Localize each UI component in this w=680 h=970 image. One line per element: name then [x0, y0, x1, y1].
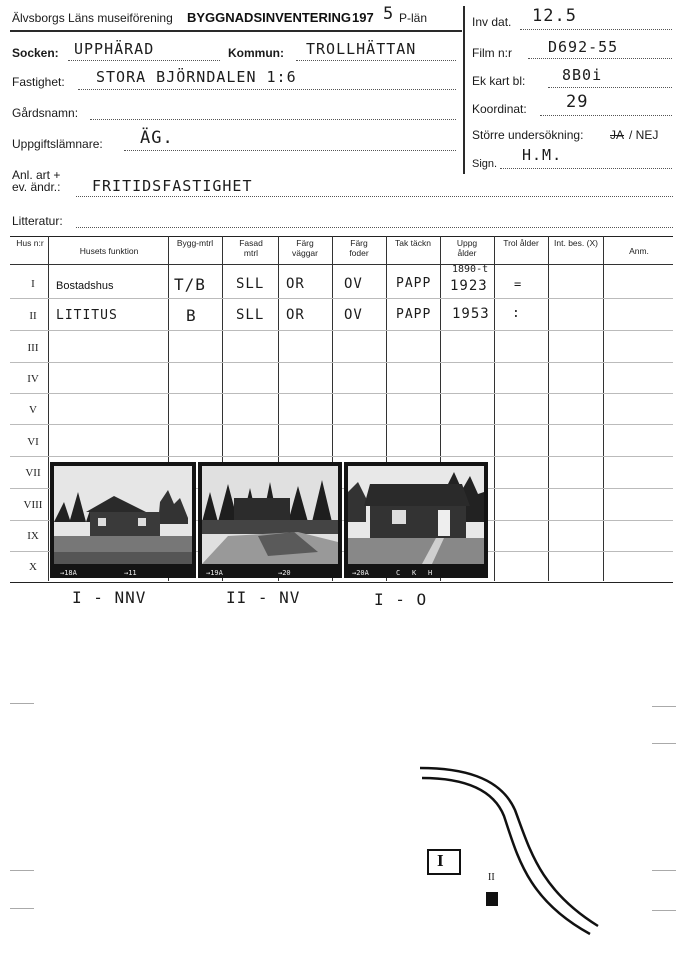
photo-house-1 — [50, 462, 196, 578]
film-label: Film n:r — [472, 46, 512, 60]
photo-caption: H — [428, 569, 433, 577]
header-farg-vaggar: Färg väggar — [292, 238, 318, 258]
row-divider — [10, 362, 673, 363]
row-divider — [10, 424, 673, 425]
row1-trol: = — [514, 277, 523, 291]
row1-funktion: Bostadshus — [56, 280, 114, 292]
row2-uppg: 1953 — [452, 306, 490, 322]
film-value: D692-55 — [548, 38, 619, 56]
row1-farg-foder: OV — [344, 276, 363, 292]
inv-label: Inv dat. — [472, 15, 512, 29]
row1-bygg: T/B — [174, 275, 206, 294]
header-anm: Anm. — [629, 246, 649, 256]
row1-uppg-top: 1890-t — [452, 264, 489, 275]
year-prefix: 197 — [352, 10, 374, 25]
anl-label-line1: Anl. art + — [12, 168, 61, 182]
kommun-label: Kommun: — [228, 46, 284, 60]
fastighet-value: STORA BJÖRNDALEN 1:6 — [96, 68, 297, 86]
photo-caption: →20A — [352, 569, 369, 577]
anl-label — [12, 169, 60, 193]
col-divider — [603, 236, 604, 581]
litteratur-label: Litteratur: — [12, 214, 63, 228]
margin-tick — [652, 706, 676, 707]
photo-caption: →11 — [124, 569, 137, 577]
header-tak: Tak täckn — [395, 238, 431, 248]
building-2-label: II — [488, 872, 495, 883]
photo-note: II - NV — [226, 588, 301, 607]
col-divider — [494, 236, 495, 581]
sign-value: H.M. — [522, 146, 563, 164]
row-number: I — [31, 278, 35, 290]
building-1-label: I — [437, 851, 444, 870]
photo-caption: C — [396, 569, 401, 577]
inv-value: 12.5 — [532, 6, 577, 26]
building-2-marker — [486, 892, 498, 906]
row-divider — [10, 330, 673, 331]
ek-value: 8B0i — [562, 66, 603, 84]
margin-tick — [10, 908, 34, 909]
row2-tak: PAPP — [396, 307, 432, 322]
table-header-rule — [10, 264, 673, 265]
org-name: Älvsborgs Läns museiförening — [12, 11, 173, 25]
row2-fasad: SLL — [236, 307, 265, 323]
margin-tick — [652, 870, 676, 871]
row1-fasad: SLL — [236, 276, 265, 292]
header-hus: Hus n:r — [16, 238, 44, 248]
row-divider — [10, 393, 673, 394]
header-uppg: Uppg ålder — [456, 238, 478, 258]
row-number: X — [29, 561, 37, 573]
header-fasad: Fasad mtrl — [239, 238, 263, 258]
side-divider — [463, 6, 465, 174]
margin-tick — [652, 910, 676, 911]
ek-label: Ek kart bl: — [472, 74, 526, 88]
row2-farg-vaggar: OR — [286, 307, 305, 323]
storre-nej: / NEJ — [629, 128, 659, 142]
header-trol: Trol ålder — [503, 238, 539, 248]
row1-uppg: 1923 — [450, 278, 488, 294]
photo-note: I - O — [374, 590, 428, 609]
row1-farg-vaggar: OR — [286, 276, 305, 292]
anl-value: FRITIDSFASTIGHET — [92, 177, 253, 195]
margin-tick — [652, 743, 676, 744]
uppgift-label: Uppgiftslämnare: — [12, 137, 103, 151]
photo-caption: K — [412, 569, 417, 577]
row2-bygg: B — [186, 306, 197, 325]
margin-tick — [10, 703, 34, 704]
anl-label-line2: ev. ändr.: — [12, 180, 61, 194]
uppgift-value: ÄG. — [140, 128, 174, 148]
header-bygg: Bygg-mtrl — [176, 238, 214, 248]
koord-value: 29 — [566, 92, 589, 112]
row-number: IX — [27, 530, 39, 542]
form-title: BYGGNADSINVENTERING — [187, 10, 351, 25]
row2-trol: : — [512, 306, 521, 321]
gardsnamn-label: Gårdsnamn: — [12, 106, 79, 120]
storre-label: Större undersökning: — [472, 128, 584, 142]
row2-funktion: LITITUS — [56, 308, 118, 323]
sign-label: Sign. — [472, 158, 498, 170]
storre-ja: JA — [610, 128, 625, 142]
photo-caption: →18A — [60, 569, 77, 577]
header-farg-foder: Färg foder — [349, 238, 369, 258]
margin-tick — [10, 870, 34, 871]
region: P-län — [399, 11, 428, 25]
header-int: Int. bes. (X) — [554, 238, 598, 248]
photo-caption: →20 — [278, 569, 291, 577]
row-number: VIII — [23, 499, 43, 511]
row-number: VII — [25, 467, 41, 479]
socken-value: UPPHÄRAD — [74, 40, 155, 58]
header-funktion: Husets funktion — [79, 246, 139, 256]
row-number: IV — [27, 373, 39, 385]
koord-label: Koordinat: — [472, 102, 527, 116]
building-1-marker — [428, 850, 460, 874]
row-number: III — [27, 342, 39, 354]
row2-farg-foder: OV — [344, 307, 363, 323]
site-sketch-map — [400, 750, 620, 940]
col-divider — [548, 236, 549, 581]
fastighet-label: Fastighet: — [12, 75, 65, 89]
road-line-outer — [420, 768, 598, 926]
photo-caption: →19A — [206, 569, 223, 577]
photo-house-2 — [198, 462, 342, 578]
row-number: II — [29, 310, 37, 322]
row-divider — [10, 456, 673, 457]
socken-label: Socken: — [12, 46, 59, 60]
row-number: VI — [27, 436, 39, 448]
row-number: V — [29, 404, 37, 416]
kommun-value: TROLLHÄTTAN — [306, 40, 417, 58]
year-digit: 5 — [383, 4, 395, 24]
photo-note: I - NNV — [72, 588, 147, 607]
row-divider — [10, 298, 673, 299]
header-rule — [10, 30, 462, 32]
row1-tak: PAPP — [396, 276, 432, 291]
photo-house-3 — [344, 462, 488, 578]
